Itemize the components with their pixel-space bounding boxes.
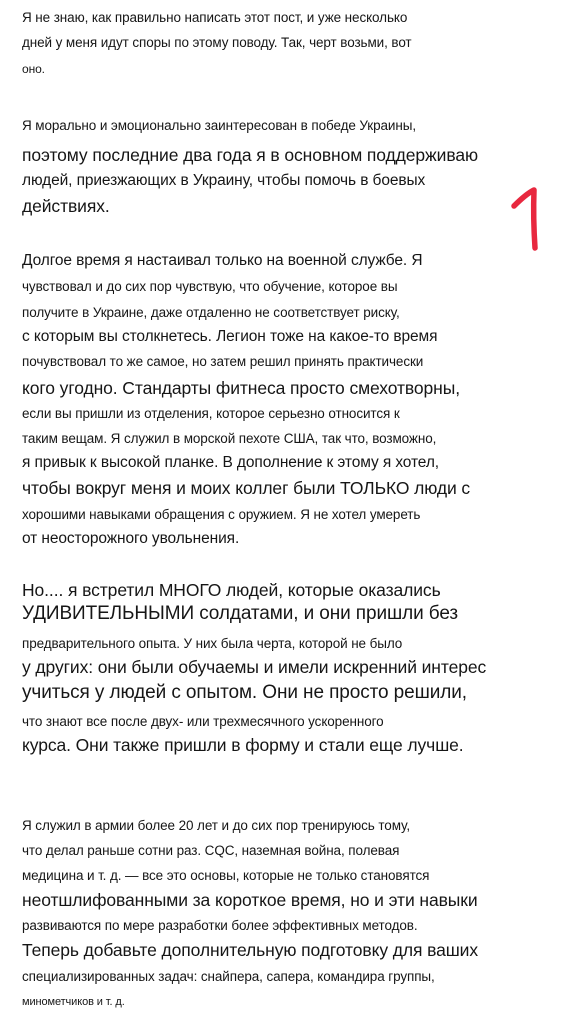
text-line: если вы пришли из отделения, которое серьезно относится к [22,406,400,421]
text-line: людей, приезжающих в Украину, чтобы помочь в боевых [22,172,426,189]
text-line: получите в Украине, даже отдаленно не соответствует риску, [22,305,400,320]
text-line: с которым вы столкнетесь. Легион тоже на какое-то время [22,328,438,345]
text-line: специализированных задач: снайпера, сапера, командира группы, [22,969,435,984]
text-line: развиваются по мере разработки более эффективных методов. [22,918,418,933]
text-line: хорошими навыками обращения с оружием. Я не хотел умереть [22,507,421,522]
text-line: чувствовал и до сих пор чувствую, что обучение, которое вы [22,279,398,294]
text-line: Я служил в армии более 20 лет и до сих пор тренируюсь тому, [22,818,410,833]
text-line: дней у меня идут споры по этому поводу. Так, черт возьми, вот [22,35,412,50]
text-line: предварительного опыта. У них была черта, которой не было [22,636,403,651]
text-line: медицина и т. д. — все это основы, которые не только становятся [22,868,430,883]
text-line: кого угодно. Стандарты фитнеса просто смехотворны, [22,378,460,398]
text-line: я привык к высокой планке. В дополнение к этому я хотел, [22,454,439,471]
text-line: почувствовал то же самое, но затем решил принять практически [22,354,424,369]
text-line: что делал раньше сотни раз. CQC, наземная война, полевая [22,843,400,858]
text-line: поэтому последние два года я в основном поддерживаю [22,145,478,165]
page-number-mark [508,186,548,256]
text-line: у других: они были обучаемы и имели искренний интерес [22,657,487,677]
text-line: УДИВИТЕЛЬНЫМИ солдатами, и они пришли без [22,603,459,624]
text-line: от неосторожного увольнения. [22,530,240,547]
text-line: Но.... я встретил МНОГО людей, которые оказались [22,580,441,600]
text-line: Я морально и эмоционально заинтересован в победе Украины, [22,118,416,133]
text-line: чтобы вокруг меня и моих коллег были ТОЛЬКО люди с [22,478,471,498]
text-line: неотшлифованными за короткое время, но и эти навыки [22,890,478,910]
text-line: таким вещам. Я служил в морской пехоте США, так что, возможно, [22,431,437,446]
text-line: Я не знаю, как правильно написать этот пост, и уже несколько [22,10,408,25]
text-line: минометчиков и т. д. [22,996,125,1008]
text-line: Теперь добавьте дополнительную подготовку для ваших [22,940,478,960]
text-line: Долгое время я настаивал только на военной службе. Я [22,252,423,269]
text-line: что знают все после двух- или трехмесячного ускоренного [22,714,384,729]
text-line: учиться у людей с опытом. Они не просто решили, [22,682,467,703]
text-line: курса. Они также пришли в форму и стали еще лучше. [22,735,464,755]
text-line: действиях. [22,196,110,216]
text-line: оно. [22,62,45,76]
